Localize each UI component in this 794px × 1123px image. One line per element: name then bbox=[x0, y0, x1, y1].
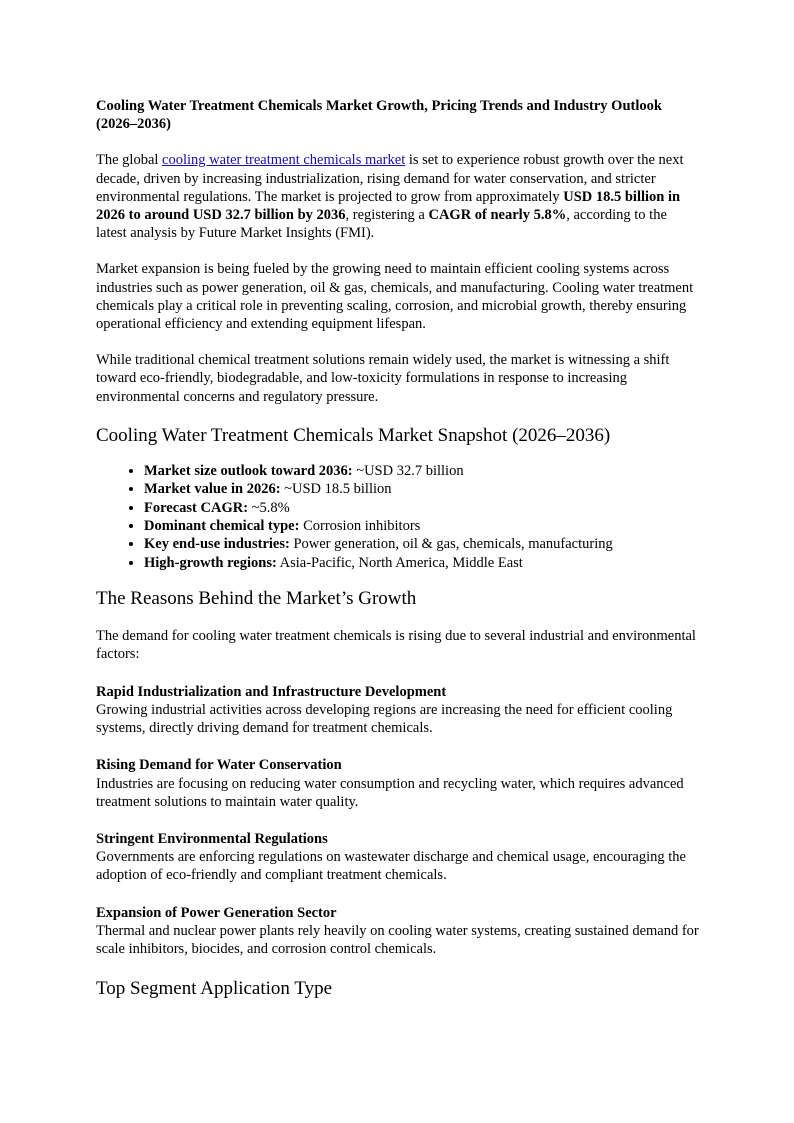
snapshot-value: Asia-Pacific, North America, Middle East bbox=[276, 554, 523, 571]
market-size-highlight: USD 18.5 billion in 2026 to around USD 32.7 billion by 2036 bbox=[96, 188, 681, 224]
list-item bbox=[144, 499, 700, 517]
reason-block bbox=[96, 830, 700, 885]
list-item bbox=[144, 517, 700, 535]
intro-text-start: The global bbox=[96, 152, 163, 169]
snapshot-label: Market size outlook toward 2036: bbox=[144, 462, 353, 479]
list-item bbox=[144, 554, 700, 572]
snapshot-value: Power generation, oil & gas, chemicals, manufacturing bbox=[289, 536, 613, 553]
snapshot-value: ~USD 32.7 billion bbox=[352, 462, 464, 479]
intro-text-mid2: , registering a bbox=[345, 207, 429, 224]
snapshot-label: Forecast CAGR: bbox=[144, 499, 249, 516]
reason-text: Growing industrial activities across developing regions are increasing the need for efficient cooling systems, directly driving demand for treatment chemicals. bbox=[96, 701, 673, 737]
intro-paragraph-3: While traditional chemical treatment solutions remain widely used, the market is witnessing a shift toward eco-friendly, biodegradable, and low-toxicity formulations in response to increasing environmental concerns and regulatory pressure. bbox=[96, 352, 670, 405]
cagr-highlight: CAGR of nearly 5.8% bbox=[428, 207, 567, 224]
document-page bbox=[96, 97, 700, 1001]
reason-block bbox=[96, 683, 700, 738]
snapshot-list bbox=[96, 462, 700, 572]
reasons-intro: The demand for cooling water treatment chemicals is rising due to several industrial and environmental factors: bbox=[96, 628, 696, 663]
document-title: Cooling Water Treatment Chemicals Market Growth, Pricing Trends and Industry Outlook (2026–2036) bbox=[96, 98, 662, 133]
intro-text-end: , according to the latest analysis by Future Market Insights (FMI). bbox=[96, 207, 667, 242]
snapshot-value: Corrosion inhibitors bbox=[299, 518, 421, 535]
reason-heading: Stringent Environmental Regulations bbox=[96, 830, 328, 847]
reason-text: Thermal and nuclear power plants rely heavily on cooling water systems, creating sustained demand for scale inhibitors, biocides, and corrosion control chemicals. bbox=[96, 922, 699, 957]
reasons-heading: The Reasons Behind the Market’s Growth bbox=[96, 588, 417, 610]
snapshot-label: Key end-use industries: bbox=[144, 536, 290, 553]
reason-heading: Rapid Industrialization and Infrastructure Development bbox=[96, 683, 447, 700]
list-item bbox=[144, 480, 700, 498]
reason-text: Industries are focusing on reducing water consumption and recycling water, which requires advanced treatment solutions to maintain water quality. bbox=[96, 775, 684, 810]
reason-heading: Rising Demand for Water Conservation bbox=[96, 757, 342, 774]
intro-paragraph-2: Market expansion is being fueled by the growing need to maintain efficient cooling systems across industries such as power generation, oil & gas, chemicals, and manufacturing. Cooling water treatment chemicals play a critical role in preventing scaling, corrosion, and microbial growth, thereby ensuring operational efficiency and extending equipment lifespan. bbox=[96, 261, 694, 333]
snapshot-label: High-growth regions: bbox=[144, 554, 277, 571]
reason-block bbox=[96, 904, 700, 959]
snapshot-label: Dominant chemical type: bbox=[144, 518, 300, 535]
top-segment-heading: Top Segment Application Type bbox=[96, 978, 333, 1000]
market-link[interactable]: cooling water treatment chemicals market bbox=[162, 152, 406, 169]
snapshot-value: ~5.8% bbox=[248, 499, 290, 516]
list-item bbox=[144, 462, 700, 480]
snapshot-label: Market value in 2026: bbox=[144, 481, 281, 498]
reason-heading: Expansion of Power Generation Sector bbox=[96, 904, 337, 921]
intro-text-middle: is set to experience robust growth over the next decade, driven by increasing industrialization, rising demand for water conservation, and stricter environmental regulations. The market is projected to grow from approximately bbox=[96, 152, 684, 205]
snapshot-value: ~USD 18.5 billion bbox=[280, 481, 392, 498]
list-item bbox=[144, 535, 700, 553]
reason-text: Governments are enforcing regulations on wastewater discharge and chemical usage, encouraging the adoption of eco-friendly and compliant treatment chemicals. bbox=[96, 849, 686, 884]
reason-block bbox=[96, 756, 700, 811]
intro-paragraph-1 bbox=[96, 151, 700, 242]
snapshot-heading: Cooling Water Treatment Chemicals Market Snapshot (2026–2036) bbox=[96, 424, 611, 446]
